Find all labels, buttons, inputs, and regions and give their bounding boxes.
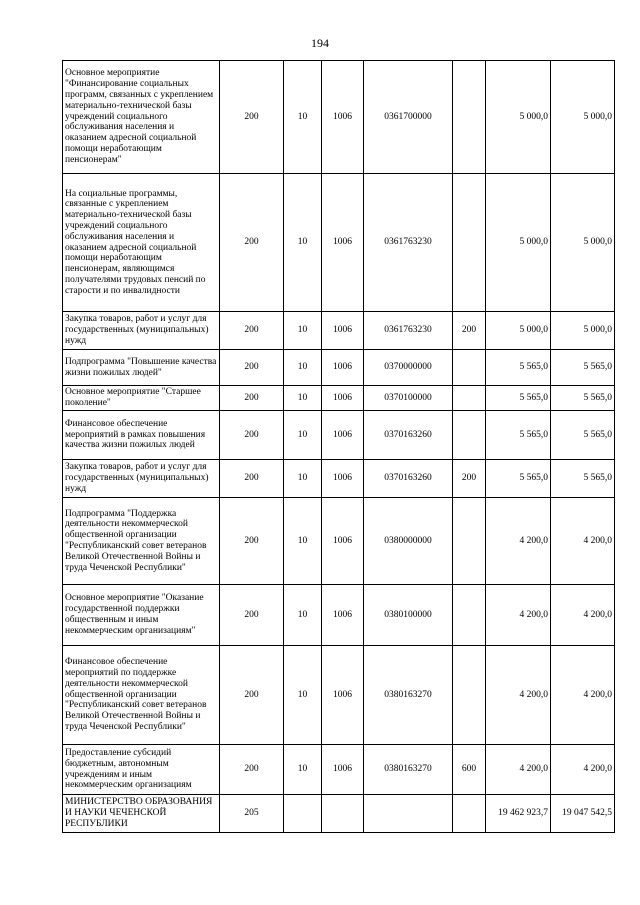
target-article-cell: 0380100000 [364, 585, 453, 646]
section-cell: 10 [284, 312, 322, 350]
table-row [63, 745, 615, 795]
table-row [63, 585, 615, 646]
grbs-cell: 200 [220, 174, 284, 312]
subsection-cell: 1006 [322, 350, 364, 386]
row-name: Финансовое обеспечение мероприятий в рамках повышения качества жизни пожилых людей [63, 411, 220, 460]
expense-type-cell [453, 498, 486, 585]
row-name: Финансовое обеспечение мероприятий по поддержке деятельности некоммерческой общественной организации "Республиканский совет ветеранов Великой Отечественной Войны и труда Чеченской Республики" [63, 646, 220, 745]
row-name: Предоставление субсидий бюджетным, автономным учреждениям и иным некоммерческим организациям [63, 745, 220, 795]
subsection-cell: 1006 [322, 411, 364, 460]
row-name: Основное мероприятие "Финансирование социальных программ, связанных с укреплением материально-технической базы учреждений социального обслуживания населения и оказанием адресной социальной помощи неработающим пенсионерам" [63, 61, 220, 174]
expense-type-cell: 200 [453, 312, 486, 350]
row-name: Закупка товаров, работ и услуг для государственных (муниципальных) нужд [63, 460, 220, 498]
sum-year2-cell: 19 047 542,5 [551, 795, 615, 833]
sum-year1-cell: 5 000,0 [486, 174, 551, 312]
target-article-cell: 0361700000 [364, 61, 453, 174]
subsection-cell: 1006 [322, 174, 364, 312]
table-row [63, 795, 615, 833]
sum-year2-cell: 5 000,0 [551, 174, 615, 312]
target-article-cell: 0370000000 [364, 350, 453, 386]
section-cell: 10 [284, 585, 322, 646]
target-article-cell [364, 795, 453, 833]
sum-year1-cell: 4 200,0 [486, 646, 551, 745]
expense-type-cell [453, 174, 486, 312]
row-name: Подпрограмма "Повышение качества жизни пожилых людей" [63, 350, 220, 386]
row-name: Основное мероприятие "Оказание государственной поддержки общественным и иным некоммерческим организациям" [63, 585, 220, 646]
expense-type-cell [453, 411, 486, 460]
grbs-cell: 200 [220, 745, 284, 795]
expense-type-cell [453, 646, 486, 745]
target-article-cell: 0361763230 [364, 174, 453, 312]
grbs-cell: 205 [220, 795, 284, 833]
grbs-cell: 200 [220, 498, 284, 585]
sum-year1-cell: 5 000,0 [486, 61, 551, 174]
subsection-cell: 1006 [322, 61, 364, 174]
sum-year2-cell: 4 200,0 [551, 646, 615, 745]
row-name: Подпрограмма "Поддержка деятельности некоммерческой общественной организации "Республиканский совет ветеранов Великой Отечественной Войны и труда Чеченской Республики" [63, 498, 220, 585]
section-cell: 10 [284, 61, 322, 174]
target-article-cell: 0370163260 [364, 460, 453, 498]
sum-year2-cell: 4 200,0 [551, 745, 615, 795]
expense-type-cell: 200 [453, 460, 486, 498]
subsection-cell: 1006 [322, 460, 364, 498]
table-row [63, 646, 615, 745]
section-cell [284, 795, 322, 833]
subsection-cell: 1006 [322, 646, 364, 745]
grbs-cell: 200 [220, 350, 284, 386]
row-name: Основное мероприятие "Старшее поколение" [63, 386, 220, 411]
sum-year1-cell: 5 000,0 [486, 312, 551, 350]
section-cell: 10 [284, 498, 322, 585]
grbs-cell: 200 [220, 460, 284, 498]
budget-table [62, 60, 615, 833]
table-row [63, 350, 615, 386]
grbs-cell: 200 [220, 312, 284, 350]
expense-type-cell: 600 [453, 745, 486, 795]
subsection-cell: 1006 [322, 585, 364, 646]
expense-type-cell [453, 386, 486, 411]
section-cell: 10 [284, 745, 322, 795]
target-article-cell: 0380163270 [364, 646, 453, 745]
sum-year2-cell: 5 565,0 [551, 411, 615, 460]
table-row [63, 411, 615, 460]
row-name: На социальные программы, связанные с укреплением материально-технической базы учреждений социального обслуживания населения и оказанием адресной социальной помощи неработающим пенсионерам, являющимся получателями трудовых пенсий по старости и по инвалидности [63, 174, 220, 312]
sum-year2-cell: 5 000,0 [551, 312, 615, 350]
target-article-cell: 0370100000 [364, 386, 453, 411]
sum-year1-cell: 4 200,0 [486, 745, 551, 795]
expense-type-cell [453, 585, 486, 646]
grbs-cell: 200 [220, 646, 284, 745]
table-row [63, 174, 615, 312]
grbs-cell: 200 [220, 61, 284, 174]
sum-year1-cell: 4 200,0 [486, 498, 551, 585]
subsection-cell: 1006 [322, 498, 364, 585]
target-article-cell: 0361763230 [364, 312, 453, 350]
expense-type-cell [453, 61, 486, 174]
target-article-cell: 0370163260 [364, 411, 453, 460]
subsection-cell: 1006 [322, 386, 364, 411]
subsection-cell [322, 795, 364, 833]
grbs-cell: 200 [220, 386, 284, 411]
sum-year1-cell: 4 200,0 [486, 585, 551, 646]
expense-type-cell [453, 350, 486, 386]
row-name: Закупка товаров, работ и услуг для государственных (муниципальных) нужд [63, 312, 220, 350]
section-cell: 10 [284, 411, 322, 460]
sum-year1-cell: 5 565,0 [486, 350, 551, 386]
sum-year1-cell: 5 565,0 [486, 460, 551, 498]
subsection-cell: 1006 [322, 745, 364, 795]
section-cell: 10 [284, 174, 322, 312]
section-cell: 10 [284, 350, 322, 386]
section-cell: 10 [284, 460, 322, 498]
sum-year1-cell: 5 565,0 [486, 386, 551, 411]
table-row [63, 386, 615, 411]
sum-year2-cell: 4 200,0 [551, 585, 615, 646]
table-row [63, 312, 615, 350]
sum-year2-cell: 5 000,0 [551, 61, 615, 174]
subsection-cell: 1006 [322, 312, 364, 350]
grbs-cell: 200 [220, 411, 284, 460]
page-number: 194 [311, 36, 329, 50]
sum-year2-cell: 5 565,0 [551, 460, 615, 498]
target-article-cell: 0380163270 [364, 745, 453, 795]
table-row [63, 498, 615, 585]
section-cell: 10 [284, 386, 322, 411]
target-article-cell: 0380000000 [364, 498, 453, 585]
sum-year1-cell: 5 565,0 [486, 411, 551, 460]
section-cell: 10 [284, 646, 322, 745]
sum-year2-cell: 5 565,0 [551, 386, 615, 411]
sum-year1-cell: 19 462 923,7 [486, 795, 551, 833]
row-name: МИНИСТЕРСТВО ОБРАЗОВАНИЯ И НАУКИ ЧЕЧЕНСКОЙ РЕСПУБЛИКИ [63, 795, 220, 833]
table-row [63, 460, 615, 498]
expense-type-cell [453, 795, 486, 833]
sum-year2-cell: 4 200,0 [551, 498, 615, 585]
grbs-cell: 200 [220, 585, 284, 646]
table-row [63, 61, 615, 174]
sum-year2-cell: 5 565,0 [551, 350, 615, 386]
